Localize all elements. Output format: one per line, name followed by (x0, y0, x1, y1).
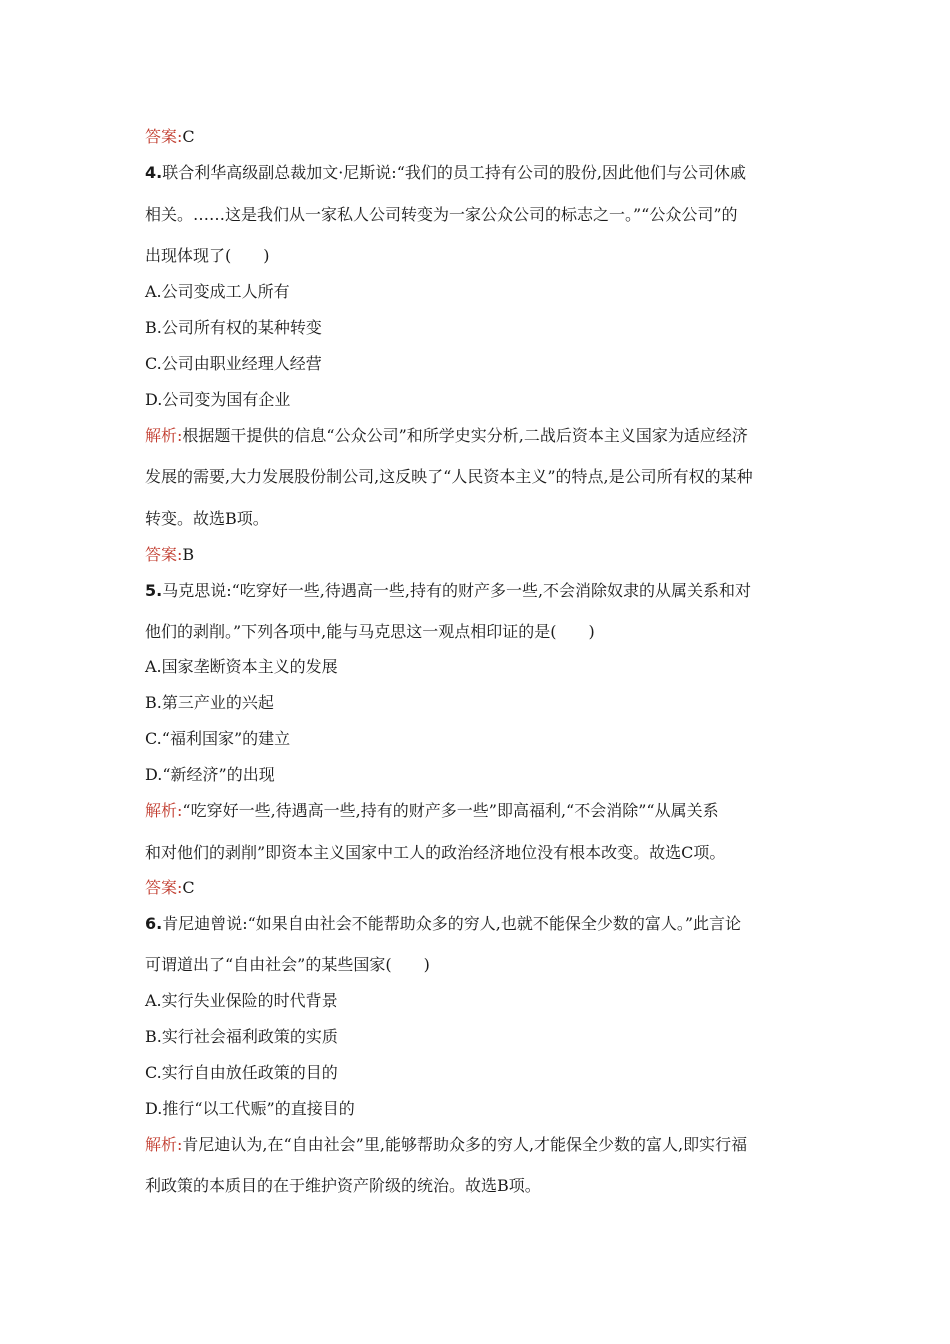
question-5-stem-line-2: 他们的剥削。”下列各项中,能与马克思这一观点相印证的是( ) (145, 622, 595, 641)
question-number: 4. (145, 163, 163, 182)
question-5-option-c: C.“福利国家”的建立 (145, 729, 291, 748)
answer-value: C (182, 127, 195, 146)
question-5-option-b: B.第三产业的兴起 (145, 693, 274, 712)
answer-label: 答案 (145, 127, 178, 146)
question-4-analysis-line-2: 发展的需要,大力发展股份制公司,这反映了“人民资本主义”的特点,是公司所有权的某种 (145, 467, 753, 486)
question-6-option-d: D.推行“以工代赈”的直接目的 (145, 1099, 355, 1118)
answer-line: 答案:C (145, 127, 195, 146)
question-5-option-a: A.国家垄断资本主义的发展 (145, 657, 338, 676)
question-6-stem-line-2: 可谓道出了“自由社会”的某些国家( ) (145, 955, 430, 974)
question-5-analysis-line-2: 和对他们的剥削”即资本主义国家中工人的政治经济地位没有根本改变。故选C项。 (145, 843, 726, 862)
question-5-answer: 答案:C (145, 878, 195, 897)
question-6-stem-line-1: 6.肯尼迪曾说:“如果自由社会不能帮助众多的穷人,也就不能保全少数的富人。”此言论 (145, 914, 742, 933)
question-number: 6. (145, 914, 163, 933)
question-4-stem-line-1: 4.联合利华高级副总裁加文·尼斯说:“我们的员工持有公司的股份,因此他们与公司休戚 (145, 163, 746, 182)
question-4-option-c: C.公司由职业经理人经营 (145, 354, 322, 373)
question-4-stem-line-3: 出现体现了( ) (145, 246, 270, 265)
analysis-label: 解析 (145, 426, 178, 445)
question-5-analysis-line-1: 解析:“吃穿好一些,待遇高一些,持有的财产多一些”即高福利,“不会消除”“从属关系 (145, 801, 719, 820)
question-5-stem-line-1: 5.马克思说:“吃穿好一些,待遇高一些,持有的财产多一些,不会消除奴隶的从属关系和对 (145, 581, 752, 600)
question-6-option-a: A.实行失业保险的时代背景 (145, 991, 338, 1010)
question-number: 5. (145, 581, 163, 600)
question-4-option-d: D.公司变为国有企业 (145, 390, 291, 409)
question-4-answer: 答案:B (145, 545, 195, 564)
question-6-analysis-line-2: 利政策的本质目的在于维护资产阶级的统治。故选B项。 (145, 1176, 541, 1195)
question-6-option-c: C.实行自由放任政策的目的 (145, 1063, 338, 1082)
question-6-option-b: B.实行社会福利政策的实质 (145, 1027, 338, 1046)
question-4-option-a: A.公司变成工人所有 (145, 282, 290, 301)
question-4-analysis-line-1: 解析:根据题干提供的信息“公众公司”和所学史实分析,二战后资本主义国家为适应经济 (145, 426, 748, 445)
question-5-option-d: D.“新经济”的出现 (145, 765, 275, 784)
question-6-analysis-line-1: 解析:肯尼迪认为,在“自由社会”里,能够帮助众多的穷人,才能保全少数的富人,即实行福 (145, 1135, 748, 1154)
question-4-analysis-line-3: 转变。故选B项。 (145, 509, 269, 528)
question-4-stem-line-2: 相关。……这是我们从一家私人公司转变为一家公众公司的标志之一。”“公众公司”的 (145, 205, 738, 224)
question-4-option-b: B.公司所有权的某种转变 (145, 318, 322, 337)
